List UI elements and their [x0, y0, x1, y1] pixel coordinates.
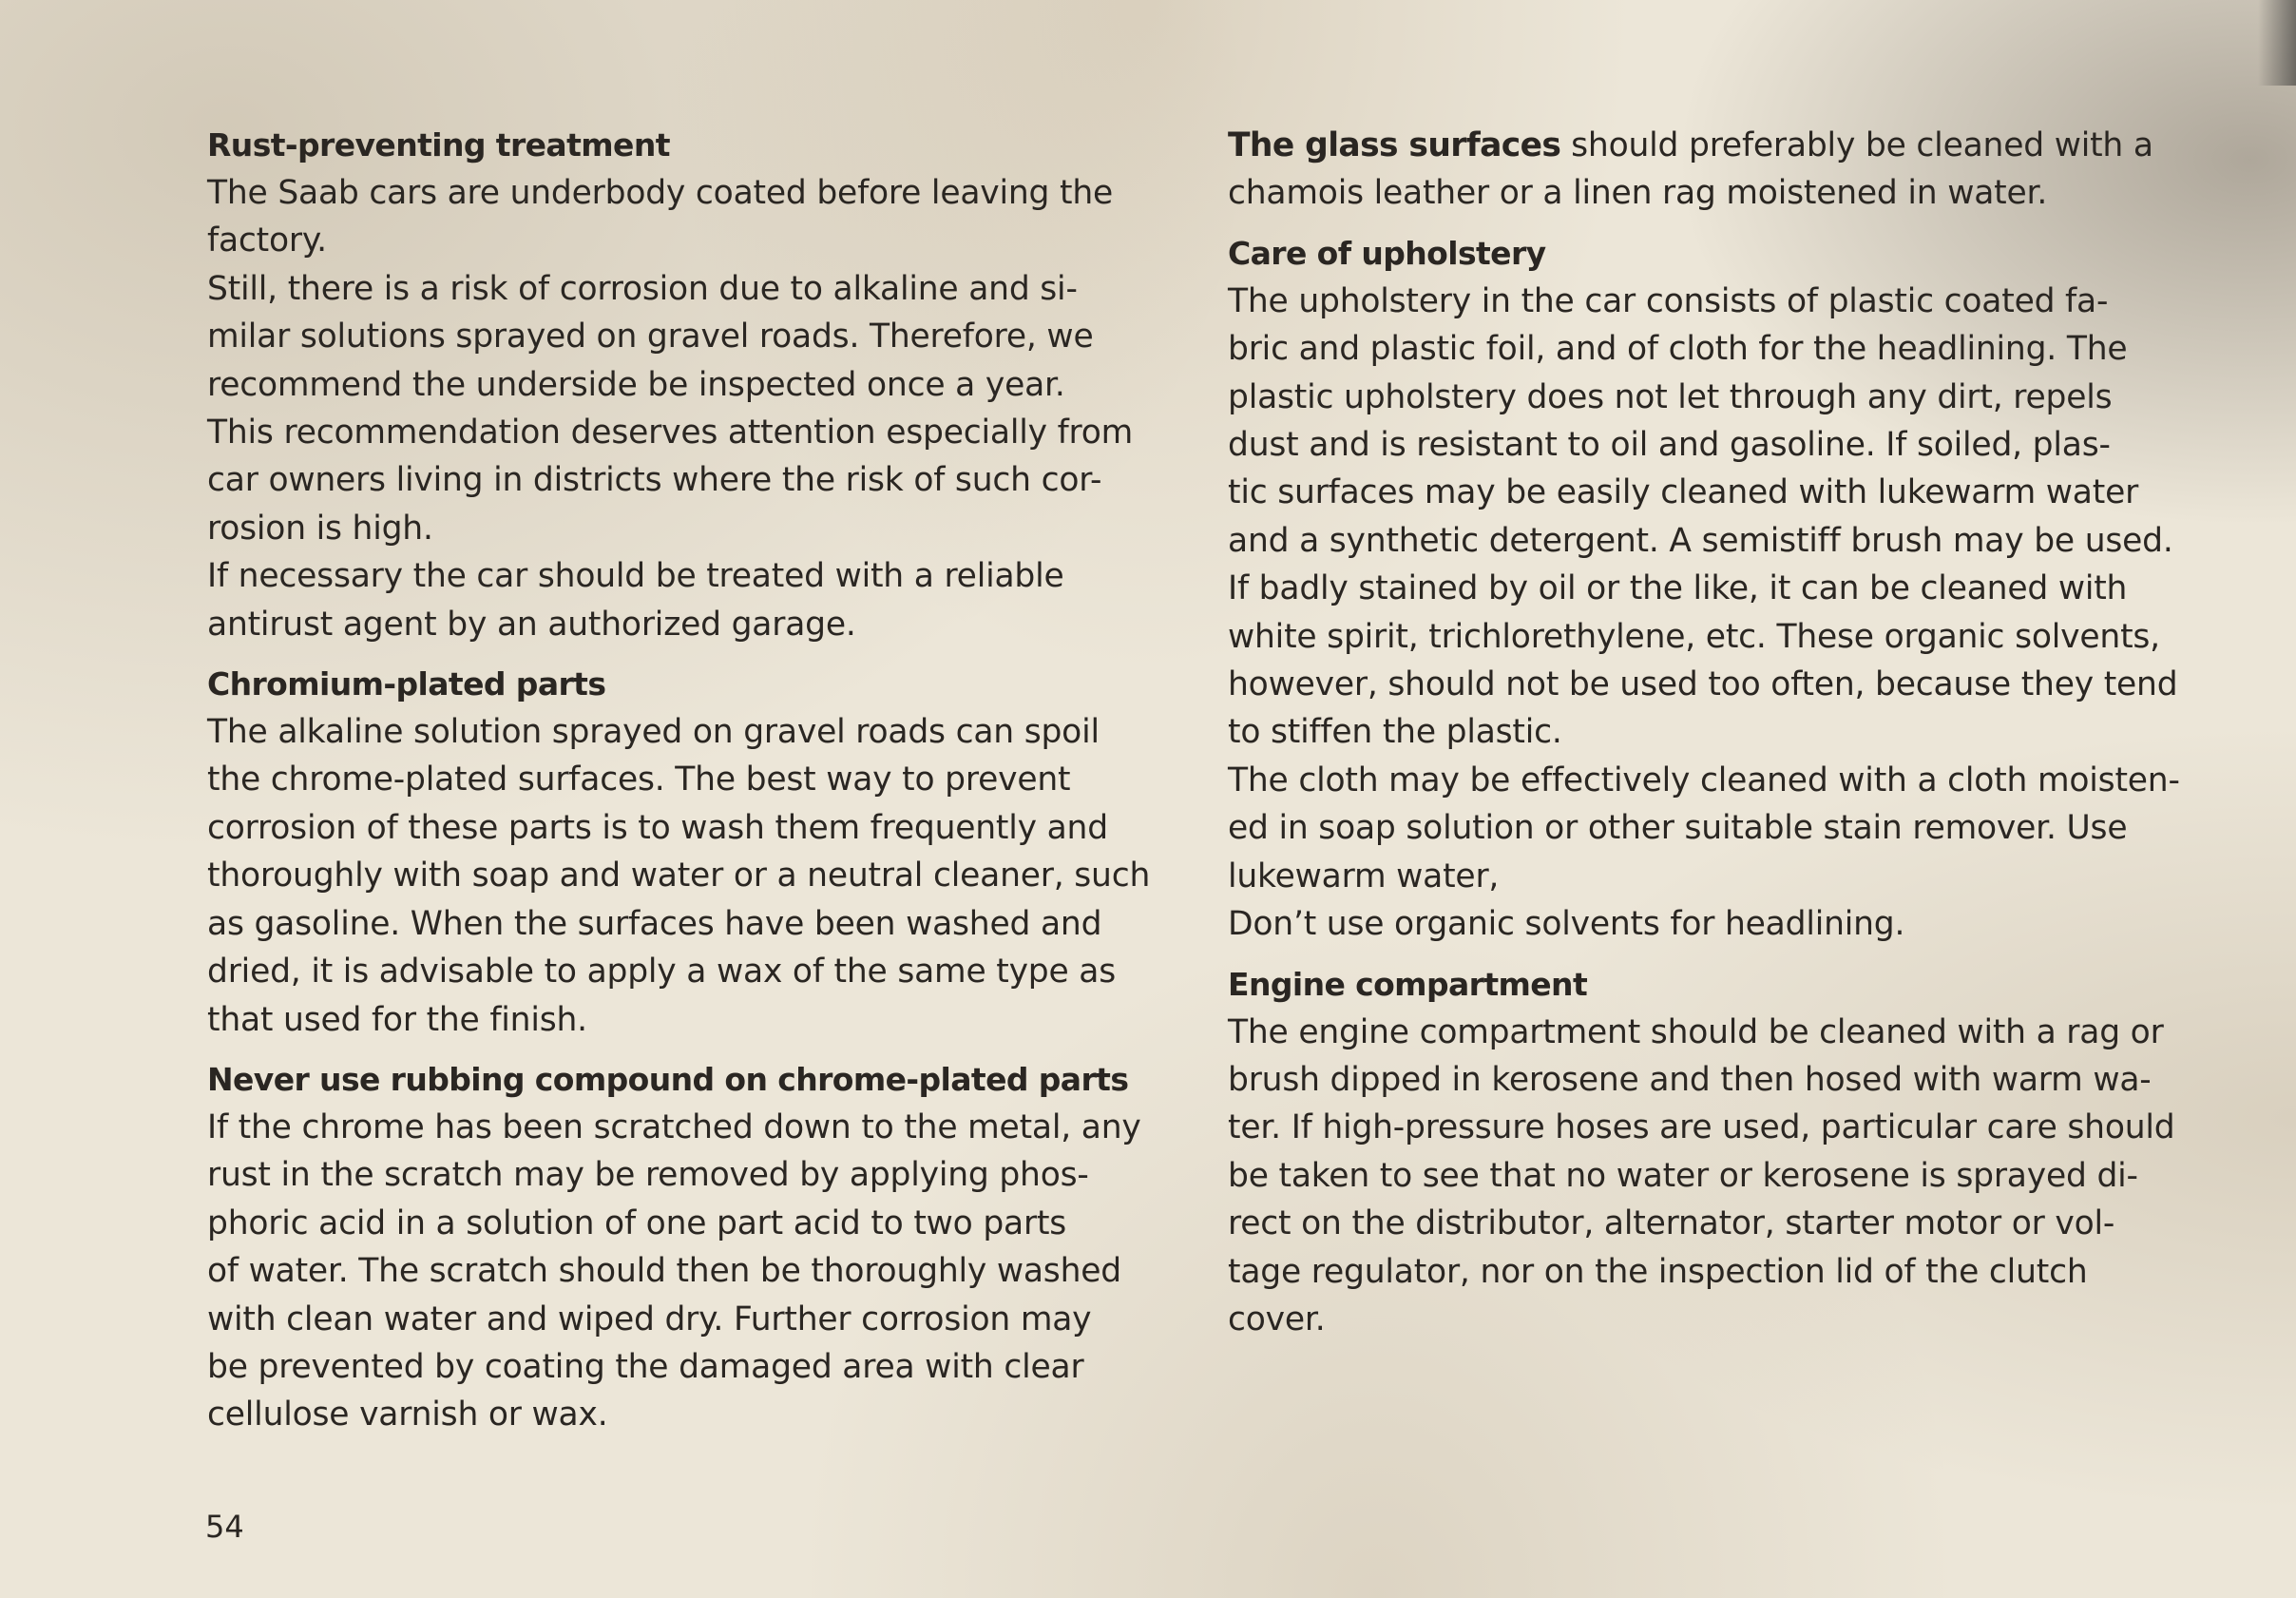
text-line	[1228, 122, 2235, 169]
text-line: The alkaline solution sprayed on gravel roads can spoil	[207, 713, 1100, 752]
text-line: that used for the finish.	[207, 1000, 587, 1039]
text-line: If badly stained by oil or the like, it can be cleaned with	[1228, 569, 2128, 608]
text-line: white spirit, trichlorethylene, etc. These organic solvents,	[1228, 617, 2160, 656]
glass-line-rest: should preferably be cleaned with a	[1560, 126, 2153, 164]
section-body-rust	[207, 169, 1158, 648]
text-line: be prevented by coating the damaged area with clear	[207, 1347, 1084, 1386]
text-line: chamois leather or a linen rag moistened in water.	[1228, 174, 2048, 213]
text-line: to stiffen the plastic.	[1228, 713, 1562, 752]
text-line: ed in soap solution or other suitable stain remover. Use	[1228, 809, 2128, 848]
section-body-upholstery	[1228, 278, 2235, 949]
text-line: tic surfaces may be easily cleaned with lukewarm water	[1228, 473, 2139, 512]
text-line: bric and plastic foil, and of cloth for the headlining. The	[1228, 330, 2128, 369]
text-line: however, should not be used too often, because they tend	[1228, 665, 2178, 704]
section-heading-upholstery: Care of upholstery	[1228, 234, 1546, 272]
text-line: If necessary the car should be treated with a reliable	[207, 557, 1064, 596]
page-corner-shadow	[2258, 0, 2296, 86]
glass-surfaces-term: The glass surfaces	[1228, 126, 1561, 164]
text-line: brush dipped in kerosene and then hosed with warm wa-	[1228, 1060, 2152, 1099]
text-line: with clean water and wiped dry. Further corrosion may	[207, 1300, 1092, 1338]
section-body-chromium	[207, 708, 1158, 1044]
text-line: The upholstery in the car consists of plastic coated fa-	[1228, 281, 2109, 320]
text-line: rect on the distributor, alternator, starter motor or vol-	[1228, 1204, 2115, 1243]
text-line: dried, it is advisable to apply a wax of the same type as	[207, 953, 1116, 992]
text-line: cover.	[1228, 1300, 1326, 1338]
text-line: corrosion of these parts is to wash them frequently and	[207, 808, 1108, 847]
text-line: lukewarm water,	[1228, 857, 1500, 895]
text-line: as gasoline. When the surfaces have been washed and	[207, 904, 1102, 943]
text-line: tage regulator, nor on the inspection lid of the clutch	[1228, 1252, 2088, 1291]
text-line: car owners living in districts where the risk of such cor-	[207, 461, 1102, 500]
right-column	[1228, 122, 2235, 1343]
text-line: dust and is resistant to oil and gasoline. If soiled, plas-	[1228, 426, 2111, 465]
text-line: The cloth may be effectively cleaned with a cloth moisten-	[1228, 760, 2180, 799]
text-line: This recommendation deserves attention especially from	[207, 414, 1134, 452]
section-heading-engine: Engine compartment	[1228, 965, 1588, 1003]
section-body-rubbing-compound	[207, 1104, 1158, 1439]
text-line: the chrome-plated surfaces. The best way to prevent	[207, 760, 1071, 799]
text-line: factory.	[207, 221, 327, 260]
text-line: Still, there is a risk of corrosion due to alkaline and si-	[207, 269, 1078, 308]
text-line: ter. If high-pressure hoses are used, particular care should	[1228, 1108, 2175, 1147]
text-line: cellulose varnish or wax.	[207, 1396, 608, 1434]
text-line: thoroughly with soap and water or a neutral cleaner, such	[207, 857, 1151, 895]
text-line: The Saab cars are underbody coated before leaving the	[207, 174, 1114, 212]
page-number: 54	[205, 1509, 244, 1545]
section-heading-rubbing-compound: Never use rubbing compound on chrome-plated parts	[207, 1060, 1129, 1098]
section-heading-chromium: Chromium-plated parts	[207, 665, 606, 703]
section-body-engine	[1228, 1009, 2235, 1344]
text-line: rust in the scratch may be removed by applying phos-	[207, 1156, 1089, 1195]
text-line: milar solutions sprayed on gravel roads. Therefore, we	[207, 318, 1094, 356]
text-line: The engine compartment should be cleaned with a rag or	[1228, 1012, 2164, 1051]
text-line: rosion is high.	[207, 509, 433, 548]
text-line: antirust agent by an authorized garage.	[207, 605, 856, 644]
text-line: and a synthetic detergent. A semistiff brush may be used.	[1228, 521, 2173, 560]
left-column	[207, 122, 1158, 1439]
text-line: If the chrome has been scratched down to the metal, any	[207, 1107, 1141, 1146]
text-line: Don’t use organic solvents for headlining.	[1228, 905, 1905, 944]
section-glass	[1228, 122, 2235, 218]
section-heading-rust: Rust-preventing treatment	[207, 126, 670, 164]
text-line: of water. The scratch should then be thoroughly washed	[207, 1252, 1121, 1291]
text-line: phoric acid in a solution of one part acid to two parts	[207, 1203, 1067, 1242]
text-line: recommend the underside be inspected once a year.	[207, 365, 1065, 404]
text-line: be taken to see that no water or kerosene is sprayed di-	[1228, 1156, 2138, 1195]
text-line: plastic upholstery does not let through any dirt, repels	[1228, 377, 2113, 416]
